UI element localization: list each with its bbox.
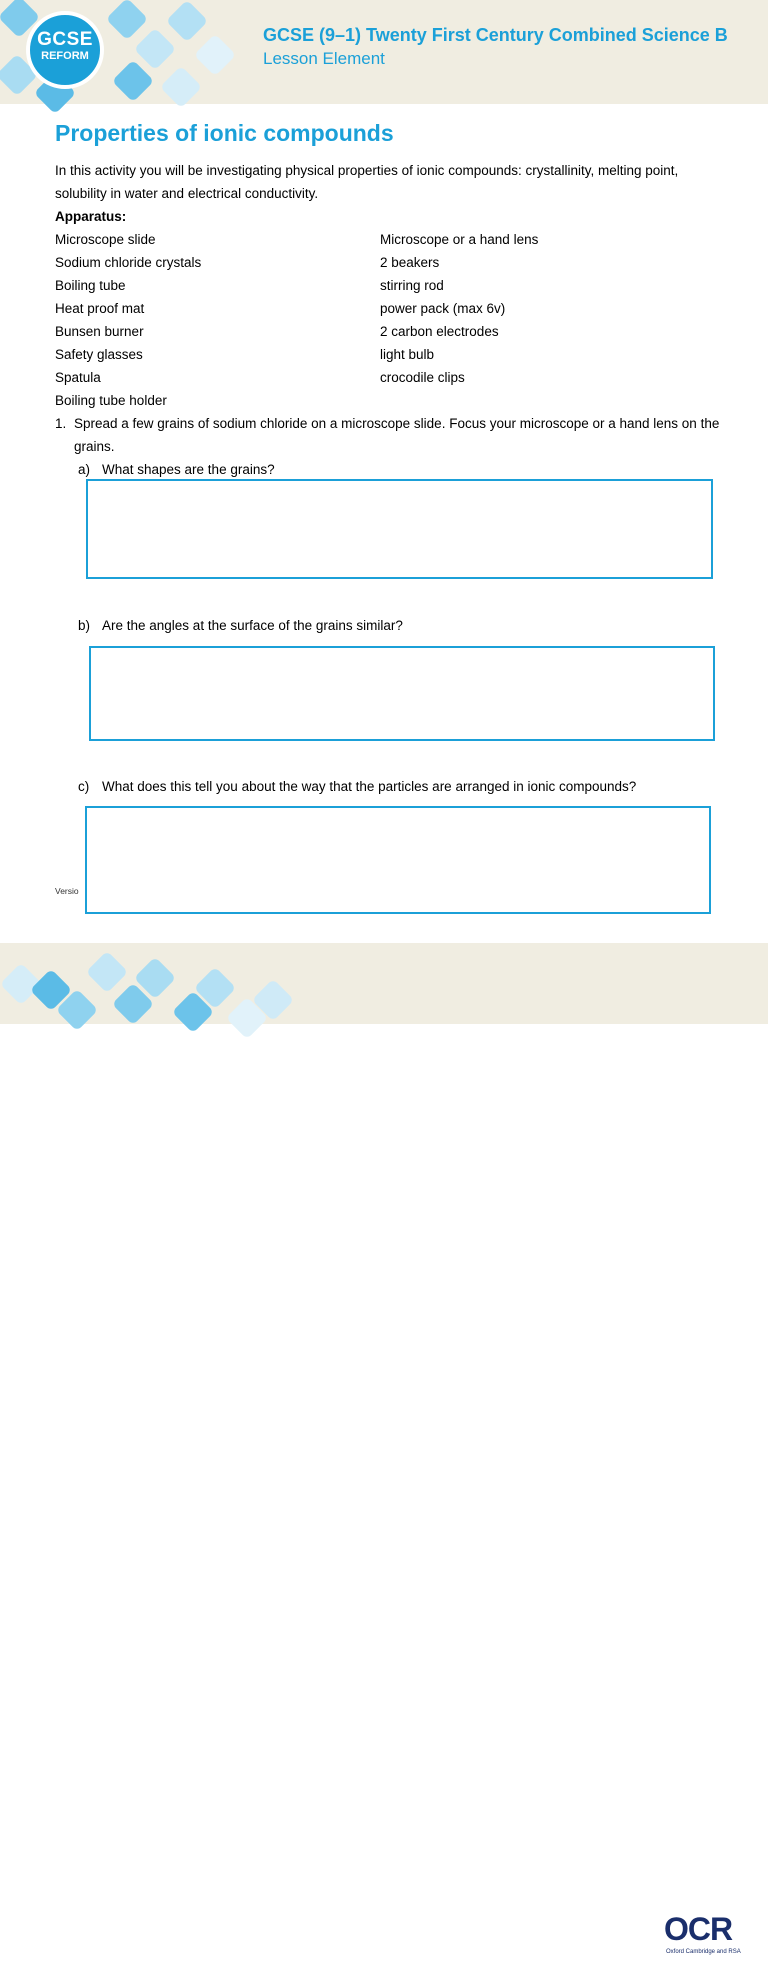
decorative-hexagon	[166, 0, 208, 42]
decorative-hexagon	[160, 66, 202, 108]
question-text: Spread a few grains of sodium chloride on a microscope slide. Focus your microscope or a hand lens on the grains.	[74, 416, 720, 454]
apparatus-item: light bulb	[380, 347, 435, 362]
apparatus-item: 2 beakers	[380, 255, 440, 270]
apparatus-item: 2 carbon electrodes	[380, 324, 499, 339]
apparatus-item: Spatula	[55, 370, 101, 385]
badge-line2: REFORM	[41, 50, 89, 62]
gcse-reform-badge	[26, 11, 104, 89]
apparatus-item: Sodium chloride crystals	[55, 255, 202, 270]
question-number: 1.	[55, 416, 67, 431]
part-text: Are the angles at the surface of the grains similar?	[102, 618, 403, 633]
part-text: What shapes are the grains?	[102, 462, 275, 477]
apparatus-item: Boiling tube	[55, 278, 126, 293]
decorative-hexagon	[86, 951, 128, 993]
question-part-b	[78, 614, 403, 637]
header-title: GCSE (9–1) Twenty First Century Combined Science B	[263, 25, 728, 45]
apparatus-item: Boiling tube holder	[55, 393, 167, 408]
part-text: What does this tell you about the way that the particles are arranged in ionic compounds?	[102, 779, 637, 794]
answer-box-c[interactable]	[85, 806, 711, 914]
question-1	[55, 412, 725, 458]
answer-box-b[interactable]	[89, 646, 715, 741]
decorative-hexagon	[194, 34, 236, 76]
version-text: Versio	[55, 886, 79, 896]
question-part-c	[78, 775, 636, 798]
header-band	[0, 0, 768, 104]
part-label: c)	[78, 779, 90, 794]
apparatus-item: power pack (max 6v)	[380, 301, 506, 316]
apparatus-item: Microscope slide	[55, 232, 156, 247]
apparatus-item: Microscope or a hand lens	[380, 232, 539, 247]
question-part-a	[78, 458, 275, 481]
footer-band	[0, 943, 768, 1955]
apparatus-item: Heat proof mat	[55, 301, 145, 316]
apparatus-item: stirring rod	[380, 278, 444, 293]
answer-box-a[interactable]	[86, 479, 713, 579]
header-subtitle: Lesson Element	[263, 49, 385, 68]
ocr-tagline: Oxford Cambridge and RSA	[666, 1949, 741, 1955]
apparatus-item: Bunsen burner	[55, 324, 144, 339]
ocr-logo	[650, 1905, 768, 1967]
ocr-logo-text: OCR	[664, 1911, 733, 1947]
part-label: b)	[78, 618, 91, 633]
apparatus-item: Safety glasses	[55, 347, 143, 362]
badge-line1: GCSE	[37, 29, 93, 50]
intro-paragraph: In this activity you will be investigating physical properties of ionic compounds: crystallinity, melting point, solubility in water and electrical conductivity.	[55, 163, 679, 201]
apparatus-list-left	[55, 228, 201, 412]
decorative-hexagon	[106, 0, 148, 40]
decorative-hexagon	[112, 60, 154, 102]
apparatus-list-right	[380, 228, 538, 389]
page-title: Properties of ionic compounds	[55, 120, 394, 146]
apparatus-heading: Apparatus:	[55, 209, 127, 224]
decorative-hexagon	[134, 28, 176, 70]
part-label: a)	[78, 462, 91, 477]
apparatus-item: crocodile clips	[380, 370, 465, 385]
